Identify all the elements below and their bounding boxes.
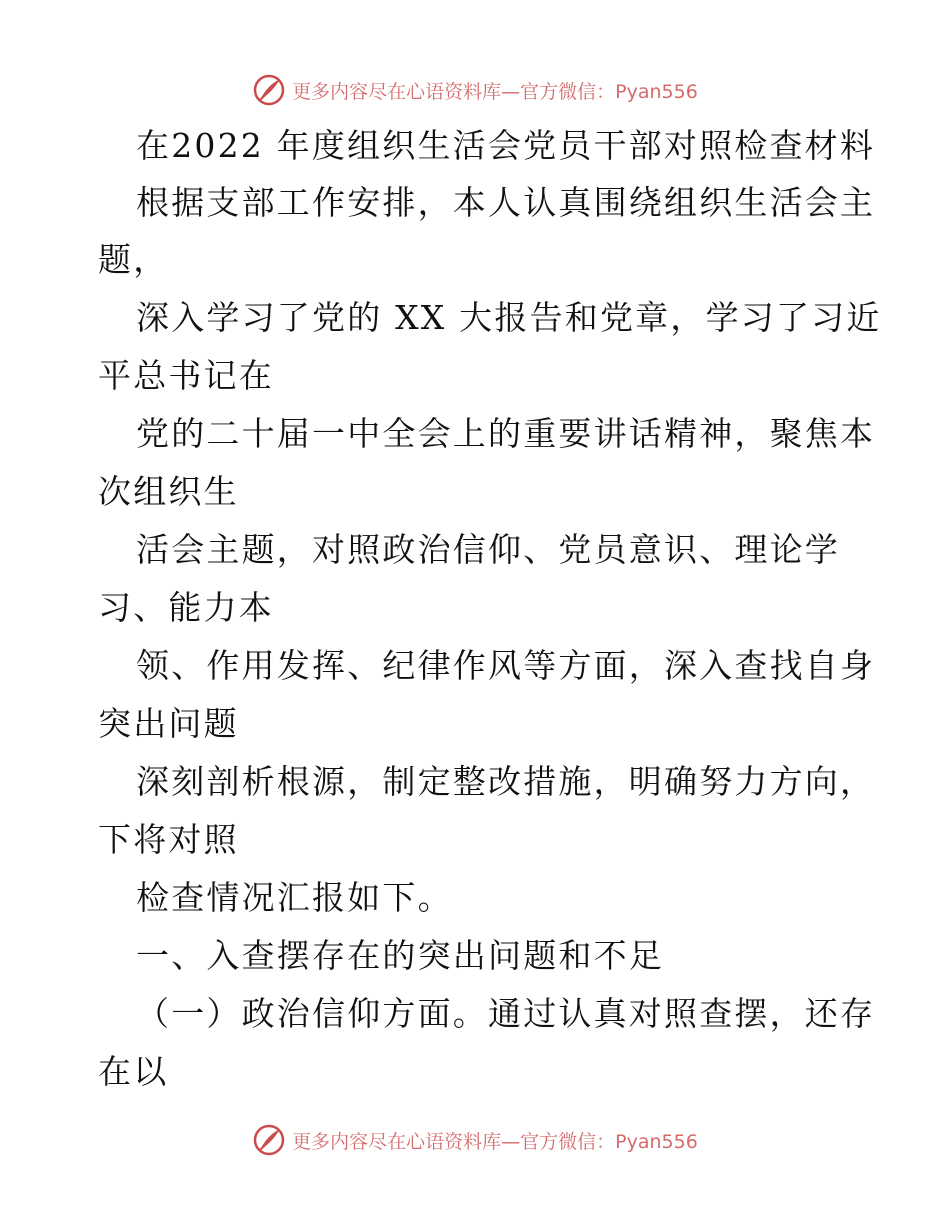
header-banner xyxy=(0,70,950,110)
paragraph-line: 习、能力本 xyxy=(98,588,274,627)
feather-pen-logo-icon xyxy=(252,73,286,107)
paragraph-line: 题， xyxy=(98,240,169,279)
feather-pen-logo-icon xyxy=(252,1123,286,1157)
paragraph-line: 根据支部工作安排，本人认真围绕组织生活会主 xyxy=(136,183,876,222)
paragraph-line: 下将对照 xyxy=(98,820,239,859)
paragraph-line: 检查情况汇报如下。 xyxy=(136,878,453,917)
doc-title-line: 在2022 年度组织生活会党员干部对照检查材料 xyxy=(136,126,876,165)
section-heading-line: 一、入查摆存在的突出问题和不足 xyxy=(136,936,664,975)
paragraph-line: 突出问题 xyxy=(98,704,239,743)
paragraph-line: 在以 xyxy=(98,1052,169,1091)
paragraph-line: 深入学习了党的 XX 大报告和党章，学习了习近 xyxy=(136,298,882,337)
paragraph-line: 领、作用发挥、纪律作风等方面，深入查找自身 xyxy=(136,646,876,685)
footer-banner-text: 更多内容尽在心语资料库—官方微信：Pyan556 xyxy=(292,1130,698,1153)
subsection-heading-line: （一）政治信仰方面。通过认真对照查摆，还存 xyxy=(136,994,876,1033)
paragraph-line: 党的二十届一中全会上的重要讲话精神，聚焦本 xyxy=(136,414,876,453)
paragraph-line: 活会主题，对照政治信仰、党员意识、理论学 xyxy=(136,530,840,569)
header-banner-text: 更多内容尽在心语资料库—官方微信：Pyan556 xyxy=(292,80,698,103)
paragraph-line: 平总书记在 xyxy=(98,356,274,395)
paragraph-line: 次组织生 xyxy=(98,472,239,511)
paragraph-line: 深刻剖析根源，制定整改措施，明确努力方向， xyxy=(136,762,876,801)
footer-banner xyxy=(0,1120,950,1160)
